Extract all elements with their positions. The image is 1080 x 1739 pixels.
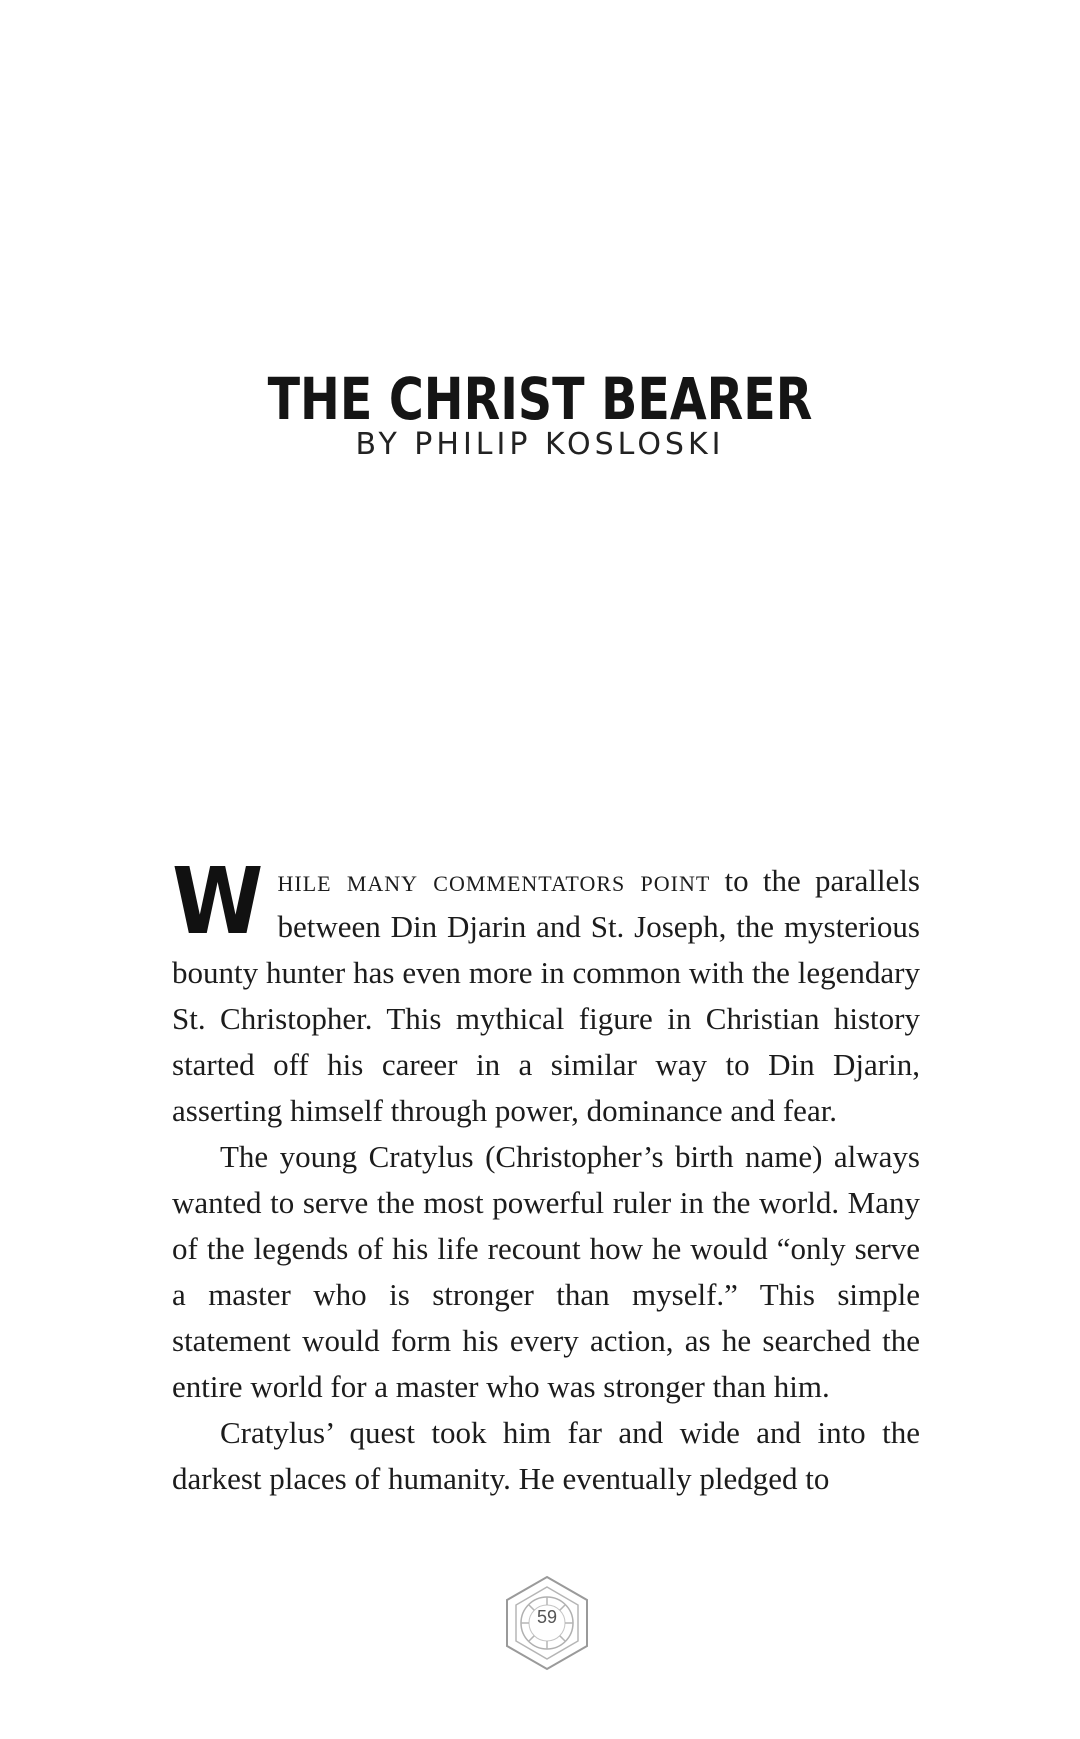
paragraph-1 [172,848,920,1134]
page-number-badge [503,1575,591,1671]
chapter-header [0,365,1080,462]
paragraph-1-text: to the parallels between Din Djarin and St. Joseph, the mysterious bounty hunter has even more in common with the legendary St. Christopher. This mythical figure in Christian history started off his career in a similar way to Din Djarin, asserting himself through power, dominance and fear. [172,863,920,1128]
page-number: 59 [536,1607,558,1627]
paragraph-3: Cratylus’ quest took him far and wide and into the darkest places of humanity. He eventually pledged to [172,1415,920,1496]
chapter-title: THE CHRIST BEARER [267,365,813,433]
chapter-byline: BY PHILIP KOSLOSKI [355,427,725,462]
chapter-body [172,848,920,1502]
paragraph-2: The young Cratylus (Christopher’s birth name) always wanted to serve the most powerful ruler in the world. Many of the legends of his life recount how he would “only serve a master who is stronger than myself.” This simple statement would form his every action, as he searched the entire world for a master who was stronger than him. [172,1139,920,1404]
lead-in-smallcaps: hile many commentators point [277,863,711,898]
drop-cap: W [172,848,264,955]
